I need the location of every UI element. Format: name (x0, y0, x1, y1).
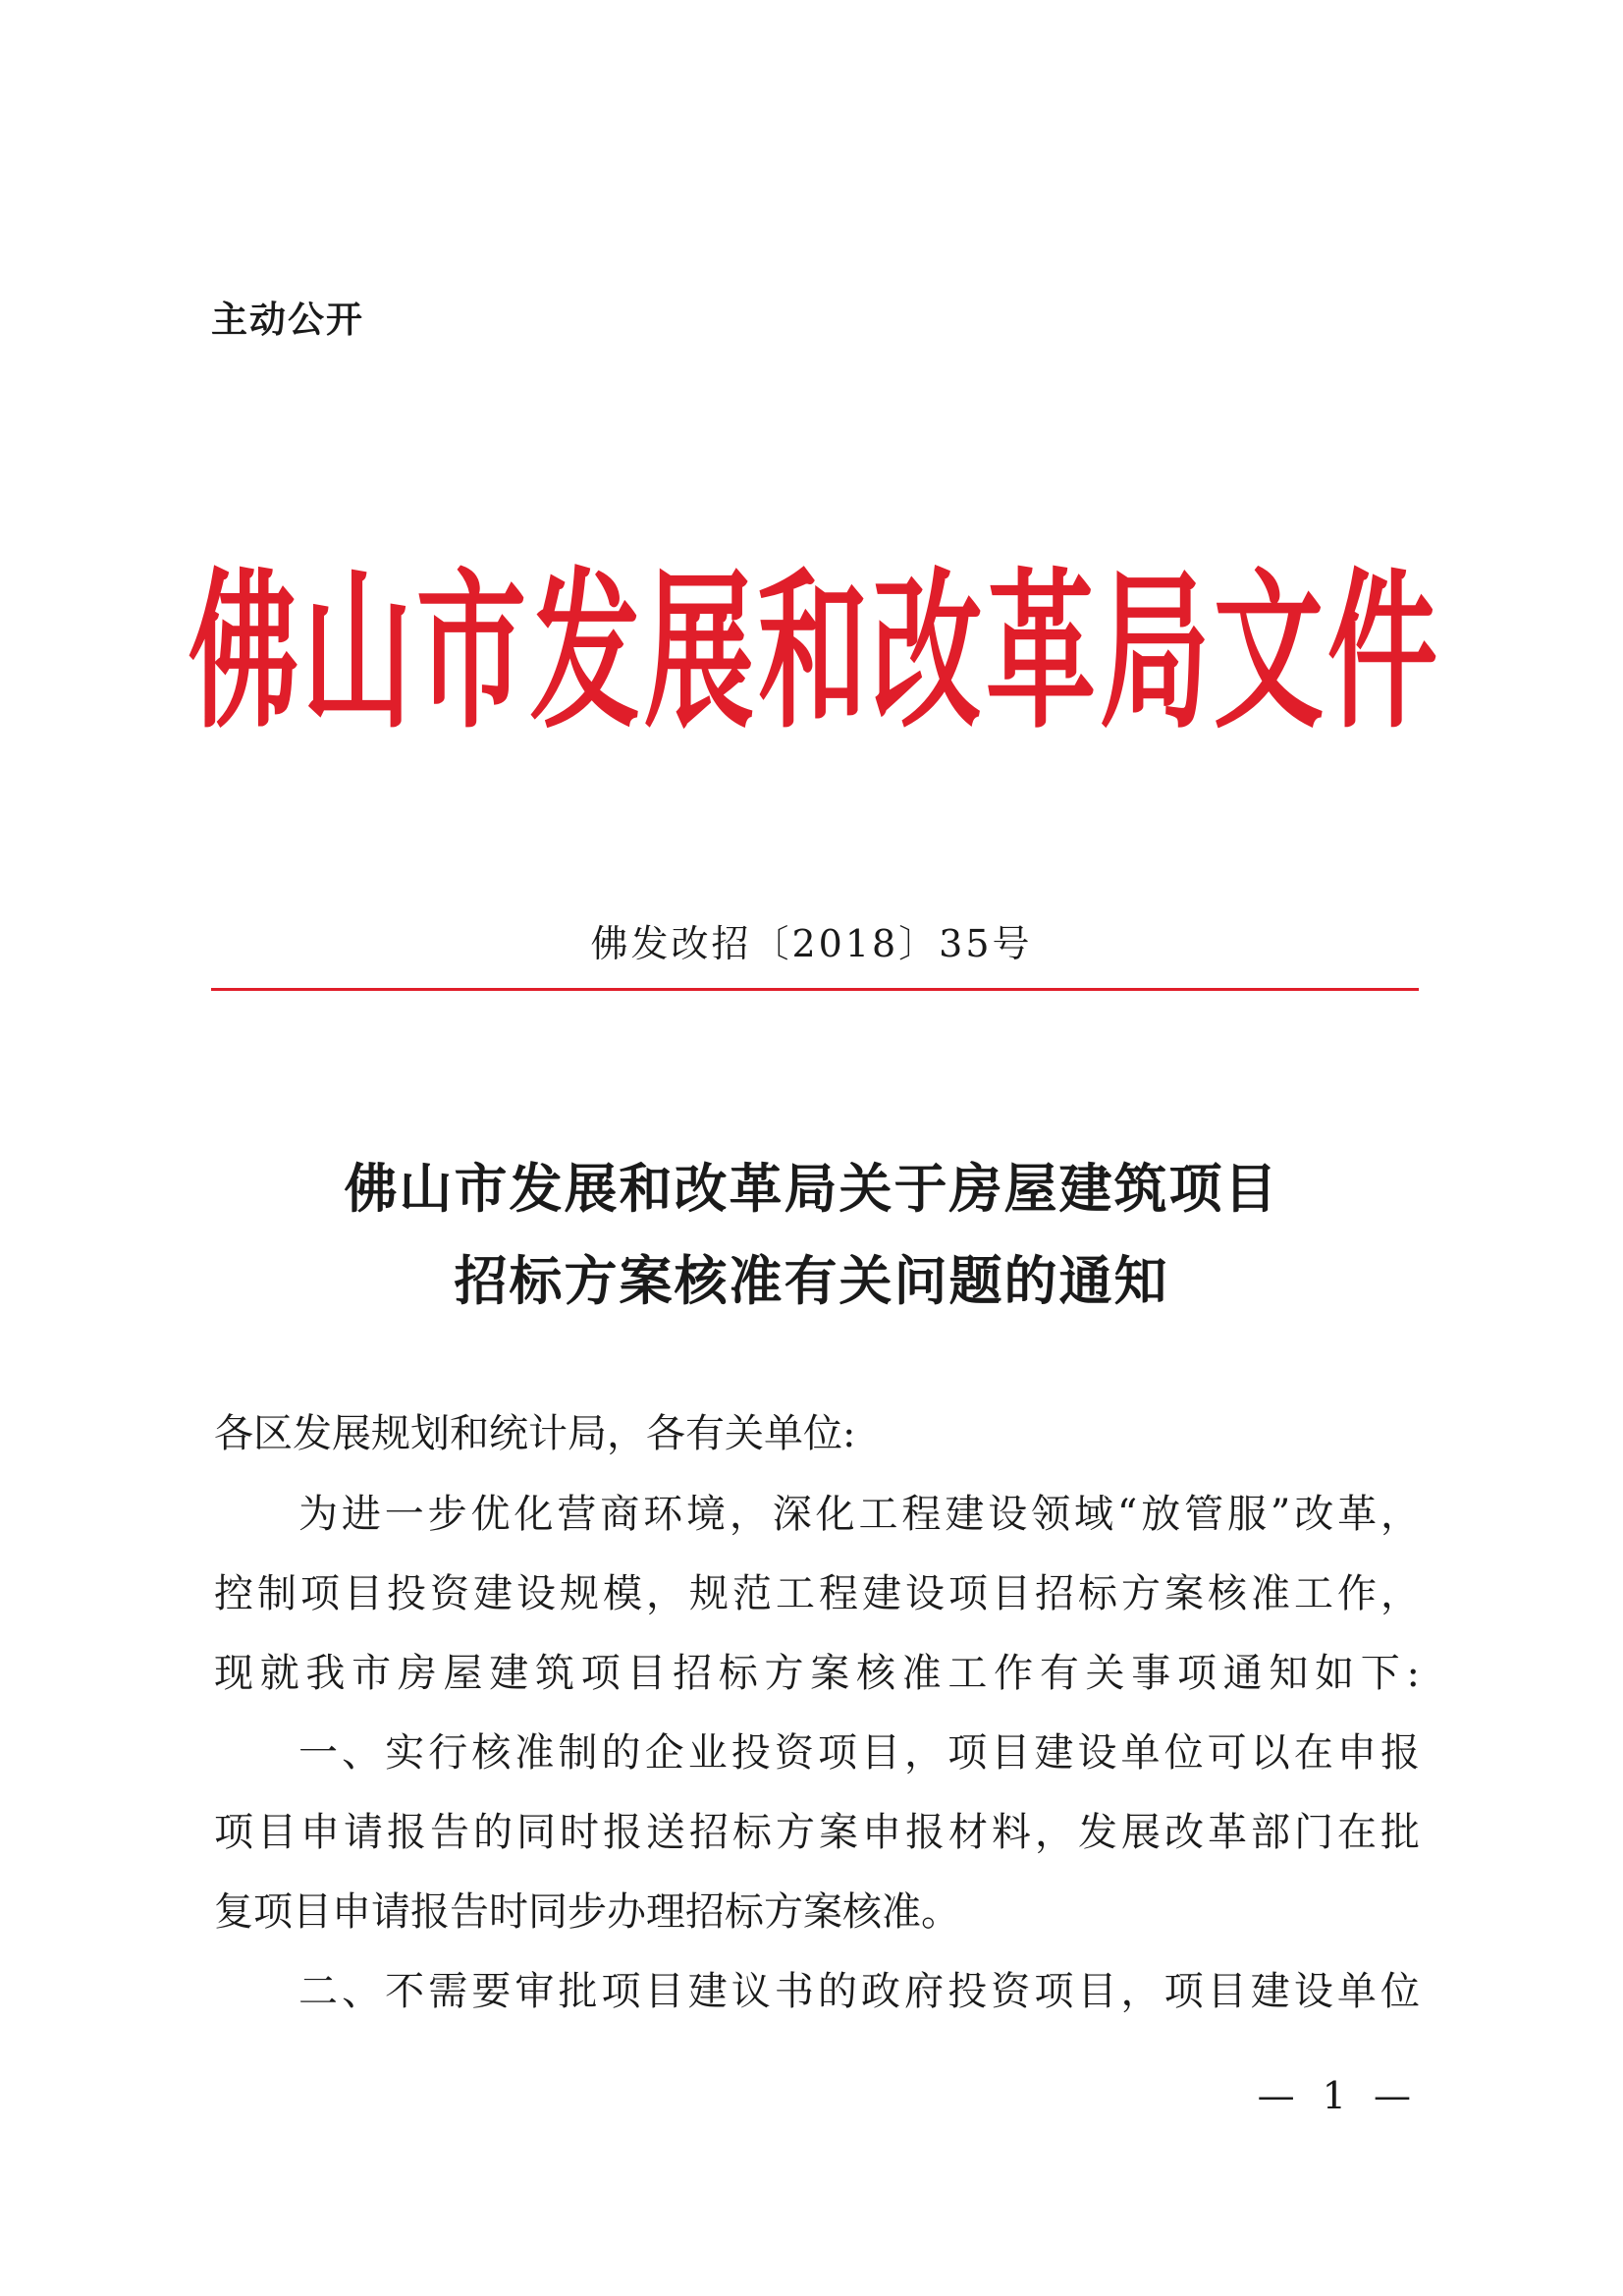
body-line: 二、不需要审批项目建议书的政府投资项目，项目建设单位 (298, 1969, 1420, 2014)
body-line: 控制项目投资建设规模，规范工程建设项目招标方案核准工作， (214, 1571, 1420, 1616)
notice-title-line-1: 佛山市发展和改革局关于房屋建筑项目 (344, 1158, 1279, 1220)
red-divider-line (211, 988, 1419, 991)
body-line: 复项目申请报告时同步办理招标方案核准。 (214, 1889, 960, 1935)
body-line: 为进一步优化营商环境，深化工程建设领域“放管服”改革， (298, 1492, 1420, 1537)
body-line: 项目申请报告的同时报送招标方案申报材料，发展改革部门在批 (214, 1810, 1420, 1855)
page-number: — 1 — (1257, 2074, 1419, 2117)
masthead (189, 535, 1441, 752)
document-number: 佛发改招〔2018〕35号 (590, 922, 1033, 965)
disclosure-label: 主动公开 (211, 299, 364, 341)
salutation: 各区发展规划和统计局，各有关单位: (214, 1411, 856, 1456)
body-line: 现就我市房屋建筑项目招标方案核准工作有关事项通知如下: (214, 1651, 1420, 1696)
notice-title-line-2: 招标方案核准有关问题的通知 (454, 1250, 1169, 1312)
masthead-title: 佛山市发展和改革局文件 (189, 552, 1441, 752)
body-line: 一、实行核准制的企业投资项目，项目建设单位可以在申报 (298, 1730, 1420, 1776)
